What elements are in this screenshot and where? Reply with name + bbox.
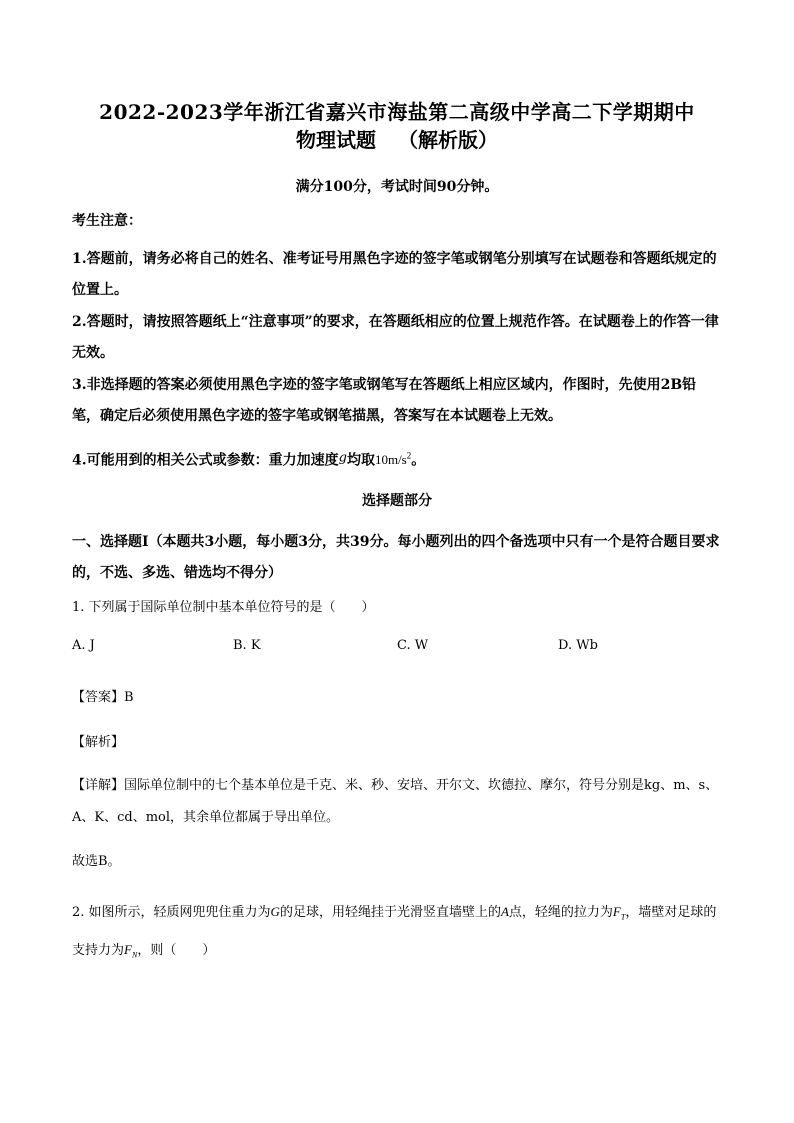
question1-options (72, 638, 722, 662)
answer-label: 【答案】 (72, 690, 125, 705)
symbol-g: G (270, 904, 280, 919)
gravity-symbol: g (338, 450, 347, 466)
notice-item-4-suffix: 。 (411, 452, 426, 469)
option-b: B. K (233, 638, 261, 653)
notice-item-4-mid: 均取 (346, 452, 375, 469)
symbol-ft: $F_T$ (612, 904, 626, 922)
section1-heading: 一、选择题Ⅰ（本题共3小题，每小题3分，共39分。每小题列出的四个备选项中只有一个是符合题目要求的，不选、多选、错选均不得分） (72, 534, 720, 581)
notice-item-2: 2.答题时，请按照答题纸上“注意事项”的要求，在答题纸相应的位置上规范作答。在试题卷上的作答一律无效。 (72, 314, 719, 361)
question1-detail (72, 770, 722, 834)
notice-heading: 考生注意： (72, 213, 142, 229)
symbol-fn: $F_N$ (124, 941, 138, 960)
exam-title-subject: 物理试题 (296, 128, 376, 152)
question1-answer (72, 682, 722, 713)
question1-stem: 1. 下列属于国际单位制中基本单位符号的是（ ） (72, 600, 375, 615)
answer-value: B (124, 690, 134, 705)
notice-item-1: 1.答题前，请务必将自己的姓名、准考证号用黑色字迹的签字笔或钢笔分别填写在试题卷和答题纸规定的位置上。 (72, 251, 717, 298)
analysis-label: 【解析】 (72, 735, 125, 750)
notice-item-4-prefix: 4.可能用到的相关公式或参数：重力加速度 (72, 452, 339, 469)
option-a: A. J (72, 638, 95, 653)
option-c: C. W (397, 638, 429, 653)
option-d: D. Wb (558, 638, 598, 653)
question2-stem: 2. 如图所示，轻质网兜兜住重力为G的足球，用轻绳挂于光滑竖直墙壁上的A点，轻绳的拉力为$F_T$，墙壁对足球的支持力为$F_N$，则（ ） (72, 904, 717, 960)
detail-text: 国际单位制中的七个基本单位是千克、米、秒、安培、开尔文、坎德拉、摩尔，符号分别是kg、m、s、A、K、cd、mol，其余单位都属于导出单位。 (72, 778, 719, 825)
exam-title-line1: 2022-2023学年浙江省嘉兴市海盐第二高级中学高二下学期期中 (99, 100, 695, 124)
symbol-a: A (500, 904, 509, 919)
section-title: 选择题部分 (362, 493, 432, 509)
exam-title-line2 (0, 124, 794, 153)
notice-item-4 (72, 441, 722, 476)
question1-conclusion: 故选B。 (72, 854, 121, 869)
notice-item-3: 3.非选择题的答案必须使用黑色字迹的签字笔或钢笔写在答题纸上相应区域内，作图时，先使用2B铅笔，确定后必须使用黑色字迹的签字笔或钢笔描黑，答案写在本试题卷上无效。 (72, 377, 697, 424)
exam-subtitle: 满分100分，考试时间90分钟。 (295, 179, 499, 195)
gravity-value: $10m/s^2$ (374, 451, 412, 468)
exam-title-edition: （解析版） (398, 128, 498, 152)
detail-label: 【详解】 (72, 778, 125, 793)
